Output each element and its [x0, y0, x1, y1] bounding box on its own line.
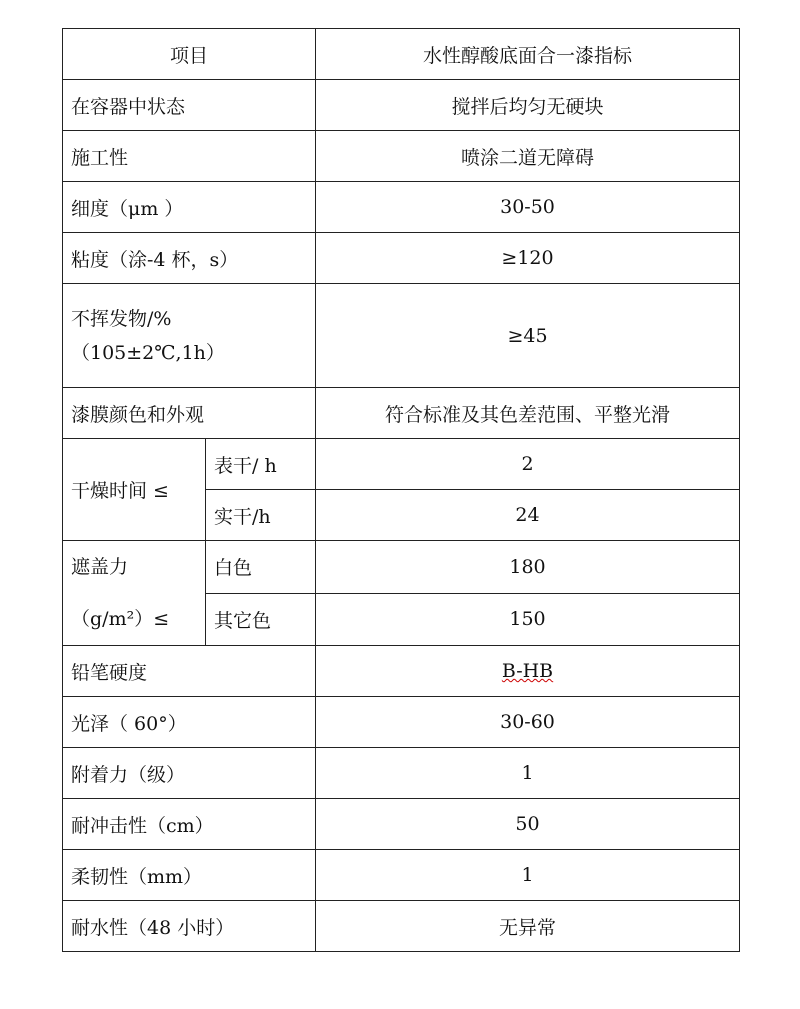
table-row [63, 646, 740, 697]
table-row [63, 80, 740, 131]
sub-item: 其它色 [206, 593, 316, 646]
row-value: 符合标准及其色差范围、平整光滑 [316, 388, 740, 439]
row-value: ≥120 [316, 233, 740, 284]
table-row [63, 284, 740, 388]
row-value: ≥45 [316, 284, 740, 388]
table-row [63, 388, 740, 439]
row-item: 漆膜颜色和外观 [63, 388, 316, 439]
row-item: 施工性 [63, 131, 316, 182]
row-value: 1 [316, 748, 740, 799]
row-item: 粘度（涂-4 杯，s） [63, 233, 316, 284]
table-row [63, 748, 740, 799]
row-value: 30-50 [316, 182, 740, 233]
hiding-label: 遮盖力（g/m²）≤ [63, 541, 206, 646]
sub-item: 白色 [206, 541, 316, 594]
row-item: 附着力（级） [63, 748, 316, 799]
table-row [63, 233, 740, 284]
header-index: 水性醇酸底面合一漆指标 [316, 29, 740, 80]
row-value: 2 [316, 439, 740, 490]
dry-time-label: 干燥时间 ≤ [63, 439, 206, 541]
row-item: 柔韧性（mm） [63, 850, 316, 901]
row-value: 喷涂二道无障碍 [316, 131, 740, 182]
row-item: 不挥发物/% （105±2℃,1h） [63, 284, 316, 388]
row-value-text: B-HB [501, 660, 554, 682]
row-value: 50 [316, 799, 740, 850]
row-item: 铅笔硬度 [63, 646, 316, 697]
spec-table [62, 28, 740, 952]
sub-item: 表干/ h [206, 439, 316, 490]
header-item: 项目 [63, 29, 316, 80]
row-item: 光泽（ 60°） [63, 697, 316, 748]
sub-item: 实干/h [206, 490, 316, 541]
table-row [63, 131, 740, 182]
table-row [63, 799, 740, 850]
row-item: 在容器中状态 [63, 80, 316, 131]
row-item: 耐水性（48 小时） [63, 901, 316, 952]
row-value: 搅拌后均匀无硬块 [316, 80, 740, 131]
row-value: 1 [316, 850, 740, 901]
row-value: 24 [316, 490, 740, 541]
table-row [63, 541, 740, 594]
row-value [316, 646, 740, 697]
table-header-row [63, 29, 740, 80]
table-row [63, 697, 740, 748]
row-value: 180 [316, 541, 740, 594]
row-value: 无异常 [316, 901, 740, 952]
table-row [63, 850, 740, 901]
table-row [63, 439, 740, 490]
table-row [63, 182, 740, 233]
row-item: 细度（μm ） [63, 182, 316, 233]
row-value: 30-60 [316, 697, 740, 748]
table-row [63, 901, 740, 952]
row-item: 耐冲击性（cm） [63, 799, 316, 850]
row-value: 150 [316, 593, 740, 646]
